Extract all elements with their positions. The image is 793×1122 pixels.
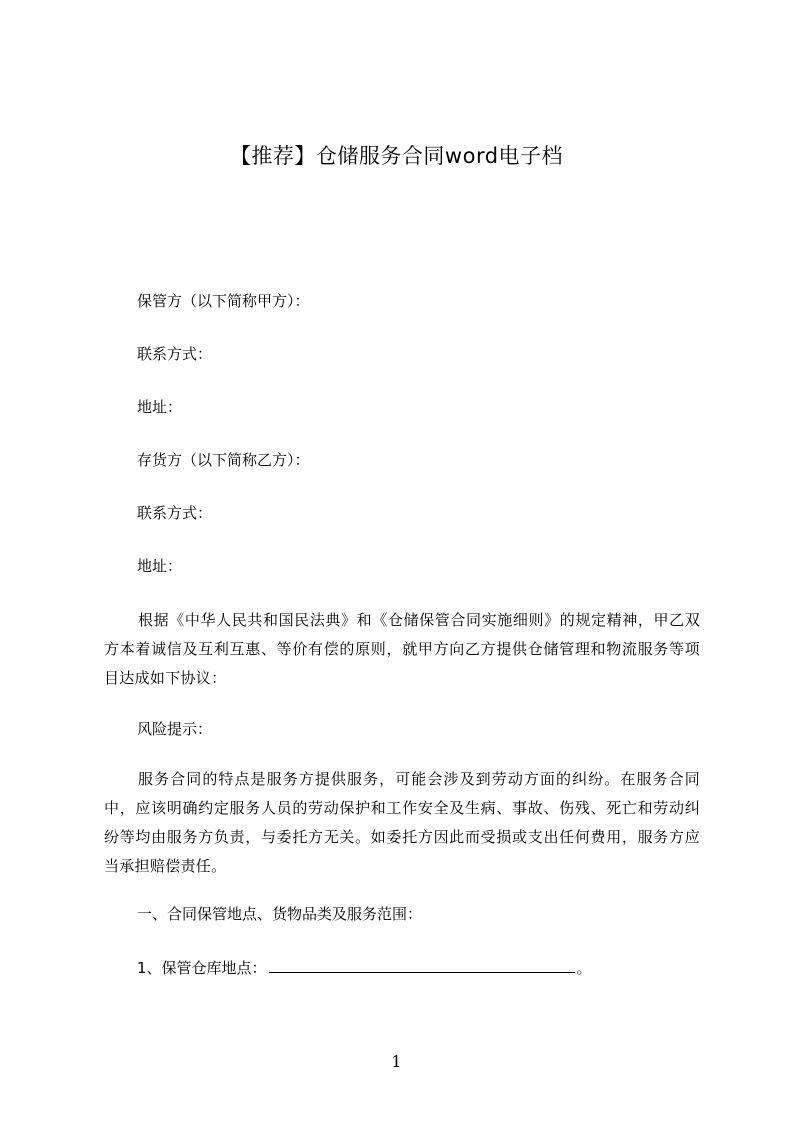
warehouse-location-blank xyxy=(269,958,575,973)
item-1-line xyxy=(137,954,592,982)
intro-paragraph: 根据《中华人民共和国民法典》和《仓储保管合同实施细则》的规定精神，甲乙双方本着诚信及互利互惠、等价有偿的原则，就甲方向乙方提供仓储管理和物流服务等项目达成如下协议： xyxy=(104,611,700,687)
section-1-heading: 一、合同保管地点、货物品类及服务范围： xyxy=(137,905,423,923)
field-custodian-address: 地址： xyxy=(137,398,183,416)
risk-paragraph: 服务合同的特点是服务方提供服务，可能会涉及到劳动方面的纠纷。在服务合同中，应该明确约定服务人员的劳动保护和工作安全及生病、事故、伤残、死亡和劳动纠纷等均由服务方负责，与委托方无关。如委托方因此而受损或支出任何费用，服务方应当承担赔偿责任。 xyxy=(104,770,700,875)
field-depositor: 存货方（以下简称乙方）： xyxy=(137,451,310,469)
document-title: 【推荐】仓储服务合同word电子档 xyxy=(229,144,564,168)
field-custodian: 保管方（以下简称甲方）： xyxy=(137,292,310,310)
field-depositor-contact: 联系方式： xyxy=(137,504,213,522)
field-depositor-address: 地址： xyxy=(137,557,183,575)
item-1-label: 1、保管仓库地点： xyxy=(137,959,267,977)
page-number: 1 xyxy=(391,1052,402,1071)
field-custodian-contact: 联系方式： xyxy=(137,345,213,363)
item-1-suffix: 。 xyxy=(576,959,592,977)
risk-heading: 风险提示： xyxy=(137,720,213,738)
